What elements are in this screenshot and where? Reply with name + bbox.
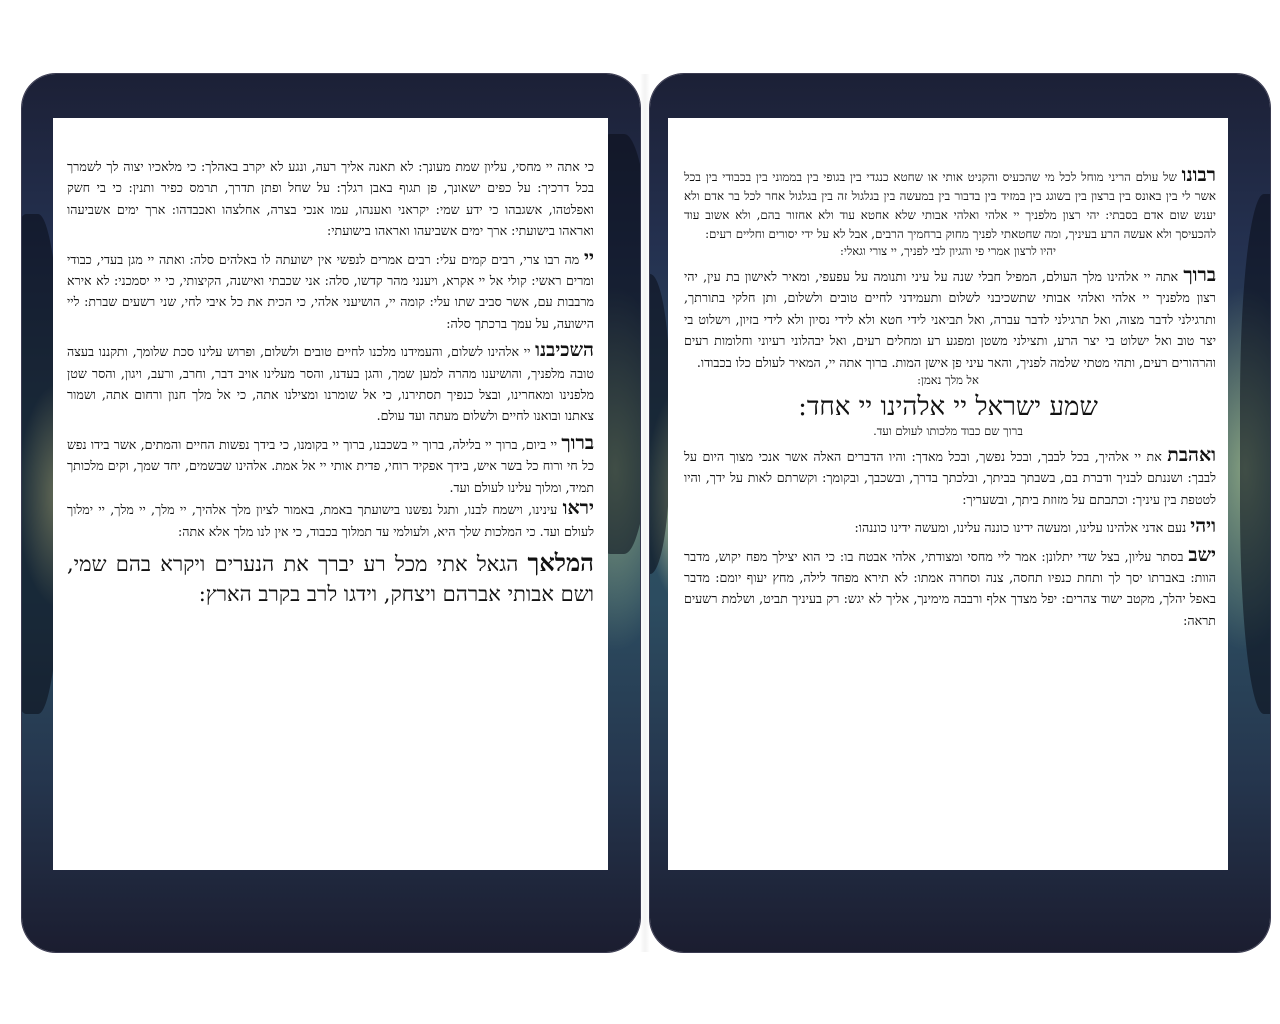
hamalach-hagoel: המלאך הגאל אתי מכל רע יברך את הנערים ויקרא בהם שמי, ושם אבותי אברהם ויצחק, וידגו לרב בקרב הארץ: xyxy=(67,547,594,606)
tree-silhouette xyxy=(1240,194,1270,714)
shema-yisrael: שמע ישראל יי אלהינו יי אחד: xyxy=(798,392,1098,423)
tree-silhouette xyxy=(650,274,670,574)
right-card xyxy=(650,74,1270,952)
center-fold xyxy=(640,74,650,952)
ribono-shel-olam: רבונו של עולם הריני מוחל לכל מי שהכעיס והקניט אותי או שחטא כנגדי בין בגופי בין בממוני בין בכבודי בין בכל אשר לי בין באונס בין ברצון בין בשוגג בין במזיד בין בדבור בין במעשה בין בגלגול זה בין בגלגול אחר לכל בר אדם ולא יענש שום אדם בסבתי: יהי רצון מלפניך יי אלהי ואלהי אבותי שלא אחטא עוד ולא אחזור בהם, ולא אשוב עוד להכעיסך ולא אעשה הרע בעיניך, ומה שחטאתי לפניך מחוק ברחמיך הרבים, אבל לא על ידי יסורים וחליים רעים: xyxy=(684,164,1217,241)
vahavta: ואהבת את יי אלהיך, בכל לבבך, ובכל נפשך, ובכל מאדך: והיו הדברים האלה אשר אנכי מצוך היום על לבבך: ושננתם לבניך ודברת בם, בשבתך בביתך, ובלכתך בדרך, ובשכבך, ובקומך: וקשרתם לאות על ידך, והיו לטטפת בין עיניך: וכתבתם על מזוזת ביתך, ובשעריך: xyxy=(684,444,1216,507)
psalm-3: יי מה רבו צרי, רבים קמים עלי: רבים אמרים לנפשי אין ישועתה לו באלהים סלה: ואתה יי מגן בעדי, כבודי ומרים ראשי: קולי אל יי אקרא, ויענני מהר קדשו, סלה: אני שכבתי ואישנה, הקיצותי, כי יי יסמכני: לא אירא מרבבות עם, אשר סביב שתו עלי: קומה יי, הושיעני אלהי, כי הכית את כל איבי לחי, שני רשעים שברת: ליי הישועה, על עמך ברכתך סלה: xyxy=(67,246,594,331)
vihi-noam: ויהי נעם אדני אלהינו עלינו, ומעשה ידינו כוננה עלינו, ומעשה ידינו כוננהו: xyxy=(854,515,1216,538)
right-text-page xyxy=(668,118,1228,870)
left-card xyxy=(22,74,640,952)
psalm-91-end: כי אתה יי מחסי, עליון שמת מעונך: לא תאנה אליך רעה, ונגע לא יקרב באהלך: כי מלאכיו יצוה לך לשמרך בכל דרכיך: על כפים ישאונך, פן תגוף באבן רגלך: על שחל ופתן תדרך, תרמס כפיר ותנין: כי בי חשק ואפלטהו, אשגבהו כי ידע שמי: יקראני ואענהו, עמו אנכי בצרה, אחלצהו ואכבדהו: ארך ימים אשביעהו ואראהו בישועתי: ארך ימים אשביעהו ואראהו בישועתי: xyxy=(67,159,594,239)
baruch-shem: ברוך שם כבוד מלכותו לעולם ועד. xyxy=(873,424,1023,439)
baruch-hashem-bayom: ברוך יי ביום, ברוך יי בלילה, ברוך יי בשכבנו, ברוך יי בקומנו, כי בידך נפשות החיים והמתים, אשר בידו נפש כל חי ורוח כל בשר איש, בידך אפקיד רוחי, פדית אותי יי אל אמת. אלהינו שבשמים, יחד שמך, וקים מלכותך תמיד, ומלוך עלינו לעולם ועד. xyxy=(67,431,594,495)
hamapil: ברוך אתה יי אלהינו מלך העולם, המפיל חבלי שנה על עיני ותנומה על עפעפי, ומאיר לאישון בת עין, יהי רצון מלפניך יי אלהי ואלהי אבותי שתשכיבני לשלום ותעמידני לחיים טובים ולשלום, ותן חלקי בתורתך, ותרגילני לדבר מצוה, ואל תרגילני לדבר עברה, ואל תביאני לידי חטא ולא לידי נסיון ולא לידי בזיון, וישלוט בי יצר טוב ואל ישלוט בי יצר הרע, ותצילני משטן ומפגע רע ומחלים רעים, ואל יבהלוני רעיוני וחלומות רעים והרהורים רעים, ותהי מטתי שלמה לפניך, והאר עיני פן אישן המות. ברוך אתה יי, המאיר לעולם כלו בכבודו. xyxy=(684,264,1217,370)
left-text-page xyxy=(53,118,608,870)
yihyu-leratzon: יהיו לרצון אמרי פי והגיון לבי לפניך, יי צורי וגאלי: xyxy=(839,244,1057,258)
yoshev-beseter: ישב בסתר עליון, בצל שדי יתלונן: אמר ליי מחסי ומצודתי, אלהי אבטח בו: כי הוא יצילך מפח יקוש, מדבר הוות: באברתו יסך לך ותחת כנפיו תחסה, צנה וסחרה אמתו: לא תירא מפחד לילה, מחץ יעוף יומם: מדבר באפל יהלך, מקטב ישוד צהרים: יפל מצדך אלף ורבבה מימינך, אליך לא יגש: רק בעיניך תביט, ושלמת רשעים תראה: xyxy=(684,543,1216,628)
el-melech-neeman: אל מלך נאמן: xyxy=(917,373,979,388)
hashkivenu: השכיבנו יי אלהינו לשלום, והעמידנו מלכנו לחיים טובים ולשלום, ופרוש עלינו סכת שלומך, ותקננו בעצה טובה מלפניך, והושיענו מהרה למען שמך, והגן בעדנו, והסר מעלינו אויב דבר, וחרב, ורעב, ויגון, והסר שטן מלפנינו ומאחרינו, ובצל כנפיך תסתירנו, כי אל שומרנו ומצילנו אתה, כי אל מלך חנון ורחום אתה, ושמור צאתנו ובואנו לחיים ולשלום מעתה ועד עולם. xyxy=(67,339,594,424)
yiru-eineinu: יראו עינינו, וישמח לבנו, ותגל נפשנו בישועתך באמת, באמור לציון מלך אלהיך, יי מלך, יי מלך, יי ימלוך לעולם ועד. כי המלכות שלך היא, ולעולמי עד תמלוך בכבוד, כי אין לנו מלך אלא אתה: xyxy=(67,497,594,539)
